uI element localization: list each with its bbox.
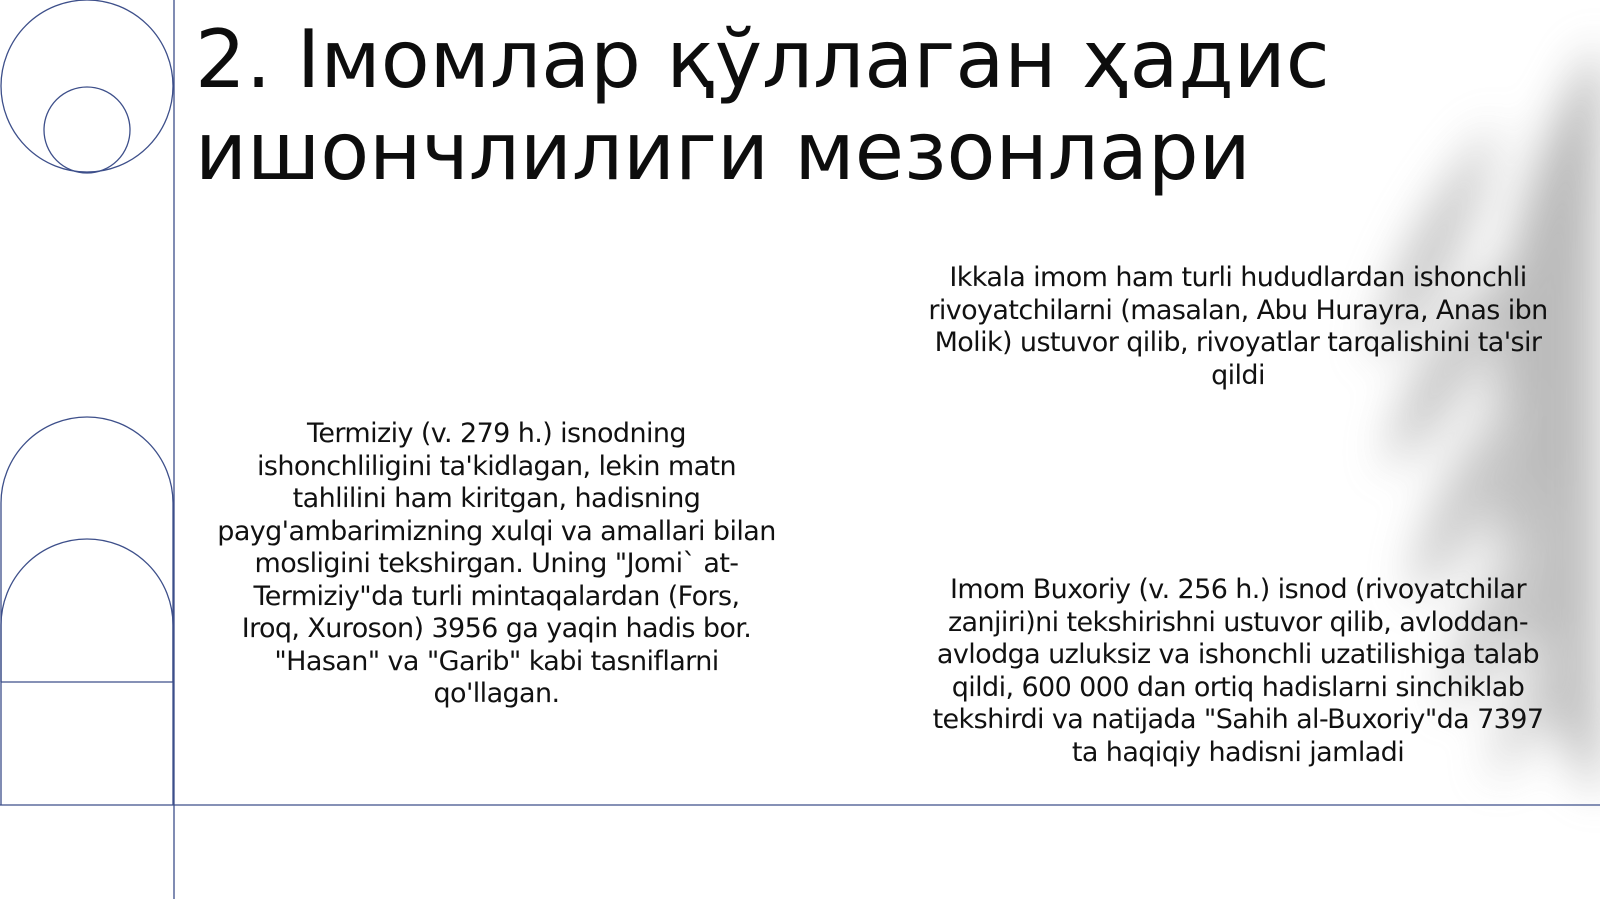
text-line: mosligini tekshirgan. Uning "Jomi` at- bbox=[254, 548, 739, 579]
small-circle-shape bbox=[44, 87, 130, 173]
text-line: Termiziy"da turli mintaqalardan (Fors, bbox=[253, 580, 740, 612]
text-block-left bbox=[190, 418, 803, 711]
text-line: Termiziy (v. 279 h.) isnodning bbox=[307, 418, 686, 449]
text-line: zanjiri)ni tekshirishni ustuvor qilib, avloddan- bbox=[947, 606, 1529, 638]
text-line: Ikkala imom ham turli hududlardan ishonchli bbox=[949, 262, 1527, 293]
text-line: payg'ambarimizning xulqi va amallari bilan bbox=[217, 515, 776, 547]
text-line: avlodga uzluksiz va ishonchli uzatilishiga talab bbox=[936, 639, 1540, 670]
text-line: Molik) ustuvor qilib, rivoyatlar tarqalishini ta'sir bbox=[934, 327, 1542, 358]
text-line: "Hasan" va "Garib" kabi tasniflarni bbox=[274, 645, 719, 677]
lower-arch-shape bbox=[1, 539, 173, 682]
upper-arch-shape bbox=[1, 417, 173, 805]
text-line: rivoyatchilarni (masalan, Abu Hurayra, Anas ibn bbox=[928, 294, 1548, 326]
text-line: ta haqiqiy hadisni jamladi bbox=[1071, 736, 1405, 768]
text-line: ishonchliligini ta'kidlagan, lekin matn bbox=[256, 450, 737, 482]
title-line: ишончлилиги мезонлари bbox=[195, 105, 1251, 198]
text-line: qildi, 600 000 dan ortiq hadislarni sinchiklab bbox=[951, 671, 1525, 703]
text-block-bottom-right bbox=[898, 574, 1578, 769]
text-line: qildi bbox=[1211, 359, 1265, 391]
text-line: Imom Buxoriy (v. 256 h.) isnod (rivoyatchilar bbox=[950, 574, 1526, 605]
text-line: tahlilini ham kiritgan, hadisning bbox=[292, 483, 701, 514]
large-circle-shape bbox=[1, 0, 173, 172]
slide-title bbox=[195, 14, 1525, 198]
text-line: Iroq, Xuroson) 3956 ga yaqin hadis bor. bbox=[241, 613, 752, 644]
title-line: 2. Імомлар қўллаган ҳадис bbox=[195, 13, 1330, 106]
text-block-top-right bbox=[898, 262, 1578, 392]
text-line: tekshirdi va natijada "Sahih al-Buxoriy"da 7397 bbox=[932, 704, 1544, 735]
text-line: qo'llagan. bbox=[433, 678, 560, 709]
